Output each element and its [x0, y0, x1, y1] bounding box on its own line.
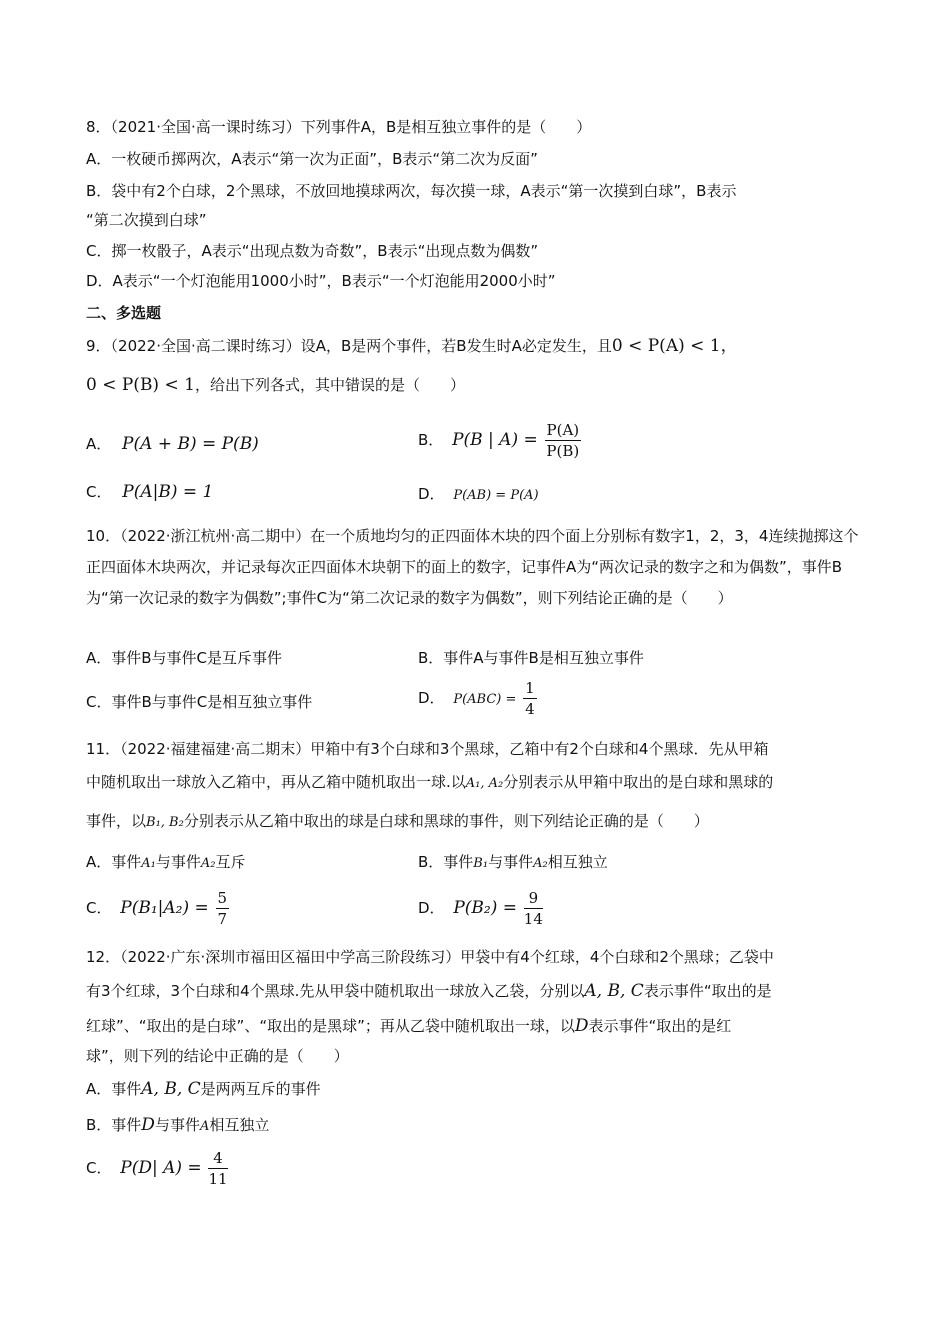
q12-option-b-tail: 相互独立 [209, 1116, 270, 1134]
q9-condition-b: 0 < P(B) < 1 [86, 375, 195, 395]
q12-option-b-event-a: A [199, 1119, 210, 1134]
q12-stem-line2 [86, 980, 772, 1002]
q9-option-d-formula: P(AB) = P(A) [453, 488, 539, 503]
q11-option-a-event-2: A₂ [200, 856, 216, 871]
q10-option-a: A．事件B与事件C是互斥事件 [86, 649, 283, 667]
q12-option-b [86, 1113, 269, 1139]
q8-option-b: B．袋中有2个白球，2个黑球，不放回地摸球两次，每次摸一球，A表示“第一次摸到白球”，B表示 [86, 182, 737, 200]
q11-line3-text-b: 分别表示从乙箱中取出的球是白球和黑球的事件，则下列结论正确的是（ ） [183, 812, 709, 830]
q9-stem-text: 9．（2022·全国·高二课时练习）设A，B是两个事件，若B发生时A必定发生，且 [86, 337, 612, 355]
q12-stem-line1: 12．（2022·广东·深圳市福田区福田中学高三阶段练习）甲袋中有4个红球，4个白球和2个黑球；乙袋中 [86, 948, 774, 966]
q12-option-b-event-d: D [141, 1115, 155, 1135]
q10-stem: 10．（2022·浙江杭州·高二期中）在一个质地均匀的正四面体木块的四个面上分别标有数字1，2，3，4连续抛掷这个正四面体木块两次，并记录每次正四面体木块朝下的面上的数字，记事件A为“两次记录的数字之和为偶数”，事件B为“第一次记录的数字为偶数”;事件C为“第二次记录的数字为偶数”，则下列结论正确的是（ ） [86, 527, 859, 607]
q12-line3-event-d: D [574, 1016, 589, 1036]
q11-option-c-fraction [216, 888, 230, 929]
q11-option-b-mid: 与事件 [488, 853, 534, 871]
q12-option-b-text: B．事件 [86, 1116, 142, 1134]
q10-option-d-formula-left: P(ABC) = [453, 692, 517, 707]
q12-option-a-text: A．事件 [86, 1080, 142, 1098]
q11-stem-line3 [86, 810, 709, 834]
section-multiple-choice: 二、多选题 [86, 304, 162, 322]
q9-option-c-label: C． [86, 483, 112, 501]
q12-option-a-tail: 是两两互斥的事件 [200, 1080, 321, 1098]
q8-option-a: A．一枚硬币掷两次，A表示“第一次为正面”，B表示“第二次为反面” [86, 150, 538, 168]
q11-option-a-mid: 与事件 [155, 853, 201, 871]
q12-line3-text-b: 表示事件“取出的是红 [588, 1017, 732, 1035]
q12-line3-text-a: 红球”、“取出的是白球”、“取出的是黑球”；再从乙袋中随机取出一球，以 [86, 1017, 575, 1035]
q9-stem-line1 [86, 335, 738, 357]
q11-option-a-tail: 互斥 [215, 853, 246, 871]
q11-line2-events-a: A₁, A₂ [465, 776, 504, 791]
q10-option-c: C．事件B与事件C是相互独立事件 [86, 693, 313, 711]
q11-option-b-event-1: B₁ [473, 856, 489, 871]
q10-option-d-label: D． [418, 689, 445, 707]
q9-option-b-formula-left: P(B | A) = [452, 430, 538, 450]
q9-option-b-fraction [545, 420, 582, 461]
q11-option-d-formula-left: P(B₂) = [453, 898, 518, 918]
q11-stem-line2 [86, 771, 773, 795]
q9-option-d [418, 482, 539, 508]
q9-option-a-label: A． [86, 435, 112, 453]
q8-option-c: C．掷一枚骰子，A表示“出现点数为奇数”，B表示“出现点数为偶数” [86, 242, 539, 260]
q10-option-d-denominator: 4 [525, 700, 535, 718]
q10-option-d-numerator: 1 [525, 679, 535, 697]
q9-stem-line2 [86, 374, 465, 396]
q9-option-c-formula: P(A|B) = 1 [122, 482, 214, 502]
q11-option-b [418, 850, 608, 876]
q11-option-a [86, 850, 246, 876]
q12-line2-text-b: 表示事件“取出的是 [643, 982, 772, 1000]
q12-stem-line3 [86, 1015, 731, 1037]
q11-option-b-event-2: A₂ [533, 856, 548, 871]
q10-option-d-fraction [523, 678, 537, 719]
q8-stem: 8．（2021·全国·高一课时练习）下列事件A，B是相互独立事件的是（ ） [86, 118, 592, 136]
q12-option-c-formula-left: P(D| A) = [120, 1158, 202, 1178]
q11-option-d-label: D． [418, 899, 445, 917]
q11-line2-text-a: 中随机取出一球放入乙箱中，再从乙箱中随机取出一球.以 [86, 773, 466, 791]
q10-option-b: B．事件A与事件B是相互独立事件 [418, 649, 644, 667]
q11-option-c [86, 888, 231, 929]
q11-option-c-label: C． [86, 899, 112, 917]
q12-line2-text-a: 有3个红球，3个白球和4个黑球.先从甲袋中随机取出一球放入乙袋，分别以 [86, 982, 585, 1000]
q11-option-d [418, 888, 545, 929]
q9-option-b-numerator: P(A) [546, 421, 580, 439]
q12-line2-events: A, B, C [584, 981, 644, 1001]
q8-option-d: D．A表示“一个灯泡能用1000小时”，B表示“一个灯泡能用2000小时” [86, 272, 556, 290]
q11-option-b-text: B．事件 [418, 853, 474, 871]
q9-option-a-formula: P(A + B) = P(B) [122, 434, 259, 454]
q12-option-a-events: A, B, C [141, 1079, 201, 1099]
q12-option-c-numerator: 4 [208, 1148, 227, 1169]
q12-option-c-label: C． [86, 1159, 112, 1177]
q9-option-b-label: B． [418, 431, 444, 449]
q12-stem-line4: 球”，则下列的结论中正确的是（ ） [86, 1047, 349, 1065]
q12-option-c-fraction [208, 1148, 227, 1189]
q11-option-a-text: A．事件 [86, 853, 142, 871]
q12-option-c-denominator: 11 [208, 1170, 228, 1188]
q9-option-d-label: D． [418, 485, 445, 503]
q9-stem-tail: ，给出下列各式，其中错误的是（ ） [194, 376, 465, 394]
q11-line3-events-b: B₁, B₂ [146, 815, 184, 830]
q12-option-c [86, 1148, 230, 1189]
q11-option-c-numerator: 5 [217, 889, 228, 907]
q9-condition-a: 0 < P(A) < 1， [611, 336, 738, 356]
q11-line2-text-b: 分别表示从甲箱中取出的是白球和黑球的 [503, 773, 774, 791]
q10-option-d [418, 678, 539, 719]
q11-option-c-formula-left: P(B₁|A₂) = [120, 898, 209, 918]
q9-option-b-denominator: P(B) [546, 442, 580, 460]
q12-option-a [86, 1077, 321, 1101]
q11-option-c-denominator: 7 [217, 910, 228, 928]
q11-option-d-fraction [524, 888, 543, 929]
q9-option-c [86, 480, 213, 504]
q11-option-a-event-1: A₁ [141, 856, 156, 871]
q9-option-b [418, 420, 583, 461]
q11-option-d-numerator: 9 [524, 888, 543, 909]
q11-option-b-tail: 相互独立 [547, 853, 608, 871]
q11-stem-line1: 11．（2022·福建福建·高二期末）甲箱中有3个白球和3个黑球，乙箱中有2个白球和4个黑球．先从甲箱 [86, 740, 769, 758]
q12-option-b-mid: 与事件 [154, 1116, 200, 1134]
q9-option-a [86, 432, 259, 456]
q11-option-d-denominator: 14 [523, 910, 543, 928]
q8-option-b-cont: “第二次摸到白球” [86, 211, 207, 229]
q11-line3-text-a: 事件，以 [86, 812, 147, 830]
